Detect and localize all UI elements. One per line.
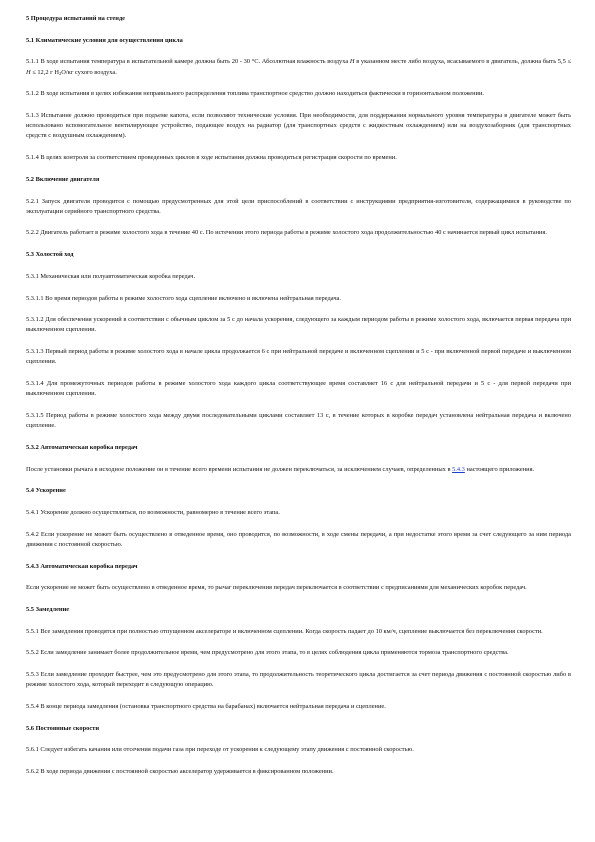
document-body — [26, 14, 571, 777]
paragraph: 5.3.1.4 Для промежуточных периодов работы в режиме холостого хода каждого цикла соответствующее время составляет 16 с для нейтральной передачи и 5 с - для первой передачи при выключенном сцеплении. — [26, 380, 571, 398]
paragraph — [26, 465, 571, 475]
paragraph: 5.2.1 Запуск двигателя проводится с помощью предусмотренных для этой цели приспособлений в соответствии с инструкциями предприятия-изготовителя, содержащимися в руководстве по эксплуатации серийного транспортного средства. — [26, 197, 571, 215]
section-heading: 5.4 Ускорение — [26, 487, 66, 495]
section-heading: 5 Процедура испытаний на стенде — [26, 15, 126, 22]
section-heading: 5.3.2 Автоматическая коробка передач — [26, 443, 138, 451]
text-run: 5.1.1 В ходе испытания температура в испытательной камере должна быть 20 - 30 °C. Абсолютная влажность воздуха — [26, 58, 350, 66]
paragraph — [26, 57, 571, 77]
section-heading: 5.3 Холостой ход — [26, 251, 74, 259]
text-run: в указанном месте либо воздуха, всасываемого в двигатель, должна быть 5,5 — [354, 58, 568, 66]
paragraph: 5.1.4 В целях контроля за соответствием проведенных циклов в ходе испытания должна проводиться регистрация скорости по времени. — [26, 154, 397, 162]
subscript: 2 — [58, 71, 62, 77]
paragraph: 5.5.2 Если замедление занимает более продолжительное время, чем предусмотрено для этого этапа, то в целях соблюдения цикла применяются тормоза транспортного средства. — [26, 649, 509, 657]
text-run: настоящего приложения. — [464, 465, 535, 473]
section-heading: 5.5 Замедление — [26, 606, 70, 613]
section-heading: 5.2 Включение двигателя — [26, 175, 100, 183]
italic-symbol: ≤ H ≤ — [26, 58, 571, 76]
paragraph: 5.5.3 Если замедление проходит быстрее, чем это предусмотрено для этого этапа, то продолжительность теоретического цикла достигается за счет периода движения с постоянной скоростью либо в режиме холостого хода, который переходит в следующую операцию. — [26, 671, 571, 689]
document-page — [26, 14, 571, 789]
paragraph: 5.6.1 Следует избегать качания или отсечения подачи газа при переходе от ускорения к следующему этапу движения с постоянной скоростью. — [26, 746, 414, 754]
section-heading: 5.4.3 Автоматическая коробка передач — [26, 562, 138, 570]
paragraph: 5.3.1 Механическая или полуавтоматическая коробка передач. — [26, 272, 196, 280]
paragraph: 5.1.3 Испытание должно проводиться при подъеме капота, если позволяют технические условия. При необходимости, для поддержания нормального уровня температуры в двигателе может быть использовано вспомогательное вентилирующее устройство, подающее воздух на радиатор (для транспортных средств с жидкостным охлаждением) или на воздухозаборник (для транспортных средств с воздушным охлаждением). — [26, 112, 571, 140]
text-run: После установки рычага в исходное положение он в течение всего времени испытания не должен переключаться, за исключением случаев, определенных в — [26, 465, 453, 473]
section-heading: 5.1 Климатические условия для осуществления цикла — [26, 36, 183, 44]
paragraph: 5.4.2 Если ускорение не может быть осуществлено в отведенное время, оно проводится, по возможности, в ходе смены передачи, а при недостатке этого время за счет следующего за ним периода движения с постоянной скоростью. — [26, 530, 571, 548]
paragraph: 5.1.2 В ходе испытания в целях избежания неправильного распределения топлива транспортное средство должно находиться фактически в горизонтальном положении. — [26, 90, 484, 98]
paragraph: 5.6.2 В ходе периода движения с постоянной скоростью акселератор удерживается в фиксированном положении. — [26, 768, 334, 776]
paragraph: 5.3.1.2 Для обеспечения ускорений в соответствии с обычным циклом за 5 с до начала ускорения, следующего за каждым периодом работы в режиме холостого хода, включается первая передача при выключенном сцеплении. — [26, 316, 571, 334]
paragraph: 5.2.2 Двигатель работает в режиме холостого хода в течение 40 с. По истечении этого периода работы в режиме холостого хода продолжительностью 40 с начинается первый цикл испытания. — [26, 229, 547, 237]
text-run: O/кг сухого воздуха. — [61, 68, 117, 76]
paragraph: 5.3.1.1 Во время периодов работы в режиме холостого хода сцепление включено и включена нейтральная передача. — [26, 294, 341, 302]
paragraph: Если ускорение не может быть осуществлено в отведенное время, то рычаг переключения передач переключается в соответствии с предписаниями для механических коробок передач. — [26, 584, 527, 592]
cross-reference-link[interactable]: 5.4.3 — [452, 465, 465, 473]
paragraph: 5.3.1.3 Первый период работы в режиме холостого хода в начале цикла продолжается 6 с при нейтральной передаче и включенном сцеплении и 5 с - при включенной первой передаче и выключенном сцеплении. — [26, 348, 571, 366]
paragraph: 5.5.1 Все замедления проводятся при полностью отпущенном акселераторе и включенном сцеплении. Когда скорость падает до 10 км/ч, сцепление выключается без переключения скорости. — [26, 627, 543, 635]
section-heading: 5.6 Постоянные скорости — [26, 724, 99, 732]
paragraph: 5.3.1.5 Период работы в режиме холостого хода между двумя последовательными циклами составляет 13 с, в течение которых в коробке передач установлена нейтральная передача и включено сцепление. — [26, 411, 571, 430]
text-run: 12,2 г H — [35, 68, 59, 76]
paragraph: 5.4.1 Ускорение должно осуществляться, по возможности, равномерно в течение всего этапа. — [26, 508, 280, 516]
italic-symbol: H — [349, 58, 355, 66]
paragraph: 5.5.4 В конце периода замедления (остановка транспортного средства на барабанах) включается нейтральная передача и сцепление. — [26, 703, 386, 711]
